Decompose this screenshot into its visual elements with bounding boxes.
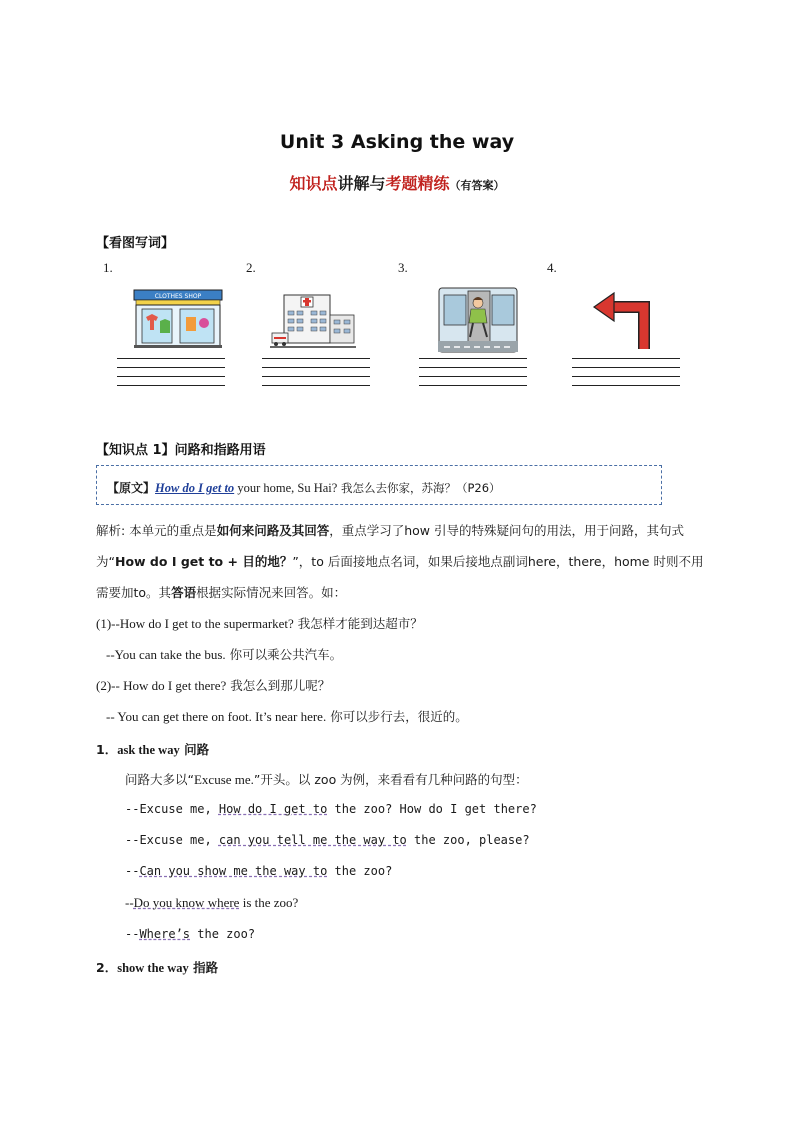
shop-icon (132, 287, 224, 349)
quote-box (96, 465, 662, 505)
analysis-pattern: How do I get to + 目的地？ (114, 554, 293, 569)
turn-left-arrow-icon (592, 291, 656, 351)
subtitle-part-1: 知识点 (289, 174, 338, 193)
analysis-emphasis-1: 如何来问路及其回答 (216, 523, 330, 538)
page-title: Unit 3 Asking the way (279, 131, 515, 153)
item-number-2: 2. (246, 260, 256, 275)
answer-lines-1[interactable] (117, 358, 225, 394)
section-heading-picture-words: 【看图写词】 (96, 236, 175, 251)
example-line-4: -- You can get there on foot. It’s near here. 你可以步行去，很近的。 (106, 709, 468, 724)
subpoint-2-heading: 2．show the way 指路 (96, 960, 219, 975)
answer-lines-4[interactable] (572, 358, 680, 394)
answer-lines-3[interactable] (419, 358, 527, 394)
question-pattern-2: --Excuse me, can you tell me the way to the zoo, please? (125, 833, 530, 847)
example-line-3: (2)-- How do I get there? 我怎么到那儿呢？ (96, 678, 331, 693)
question-pattern-4: --Do you know where is the zoo? (125, 895, 299, 910)
subtitle-part-2: 讲解与 (337, 174, 386, 193)
example-line-1: (1)--How do I get to the supermarket? 我怎样才能到达超市？ (96, 616, 423, 631)
item-number-1: 1. (103, 260, 113, 275)
subpoint-1-heading: 1．ask the way 问路 (96, 742, 210, 757)
quote-chinese: 我怎么去你家，苏海？（P26） (337, 481, 501, 495)
quote-link[interactable]: How do I get to (155, 481, 235, 495)
subpoint-1-intro: 问路大多以“Excuse me.”开头。以 zoo 为例，来看看有几种问路的句型： (125, 772, 528, 787)
page-subtitle (0, 171, 794, 194)
item-number-4: 4. (547, 260, 557, 275)
section-heading-point-1: 【知识点 1】问路和指路用语 (96, 443, 266, 458)
subtitle-part-4: （有答案） (449, 179, 505, 192)
hospital-icon (270, 291, 356, 349)
subtitle-part-3: 考题精练 (385, 174, 450, 193)
question-pattern-1: --Excuse me, How do I get to the zoo? How do I get there? (125, 802, 537, 816)
example-line-2: --You can take the bus. 你可以乘公共汽车。 (106, 647, 343, 662)
question-pattern-3: --Can you show me the way to the zoo? (125, 864, 393, 878)
svg-text:CLOTHES SHOP: CLOTHES SHOP (154, 293, 202, 300)
item-number-3: 3. (398, 260, 408, 275)
analysis-paragraph: 解析: 本单元的重点是如何来问路及其回答，重点学习了how 引导的特殊疑问句的用法，用于问路，其句式为“How do I get to + 目的地？”，to 后面接地点名词，如果后接地点副词here，there，home 时则不用需要加to。其答语根据实际情况来回答。如： (96, 523, 704, 600)
question-pattern-5: --Where’s the zoo? (125, 927, 256, 941)
analysis-emphasis-2: 答语 (171, 585, 197, 600)
bus-passenger-icon (438, 287, 518, 353)
quote-rest: your home, Su Hai? (234, 481, 338, 495)
quote-label: 【原文】 (107, 481, 156, 495)
answer-lines-2[interactable] (262, 358, 370, 394)
